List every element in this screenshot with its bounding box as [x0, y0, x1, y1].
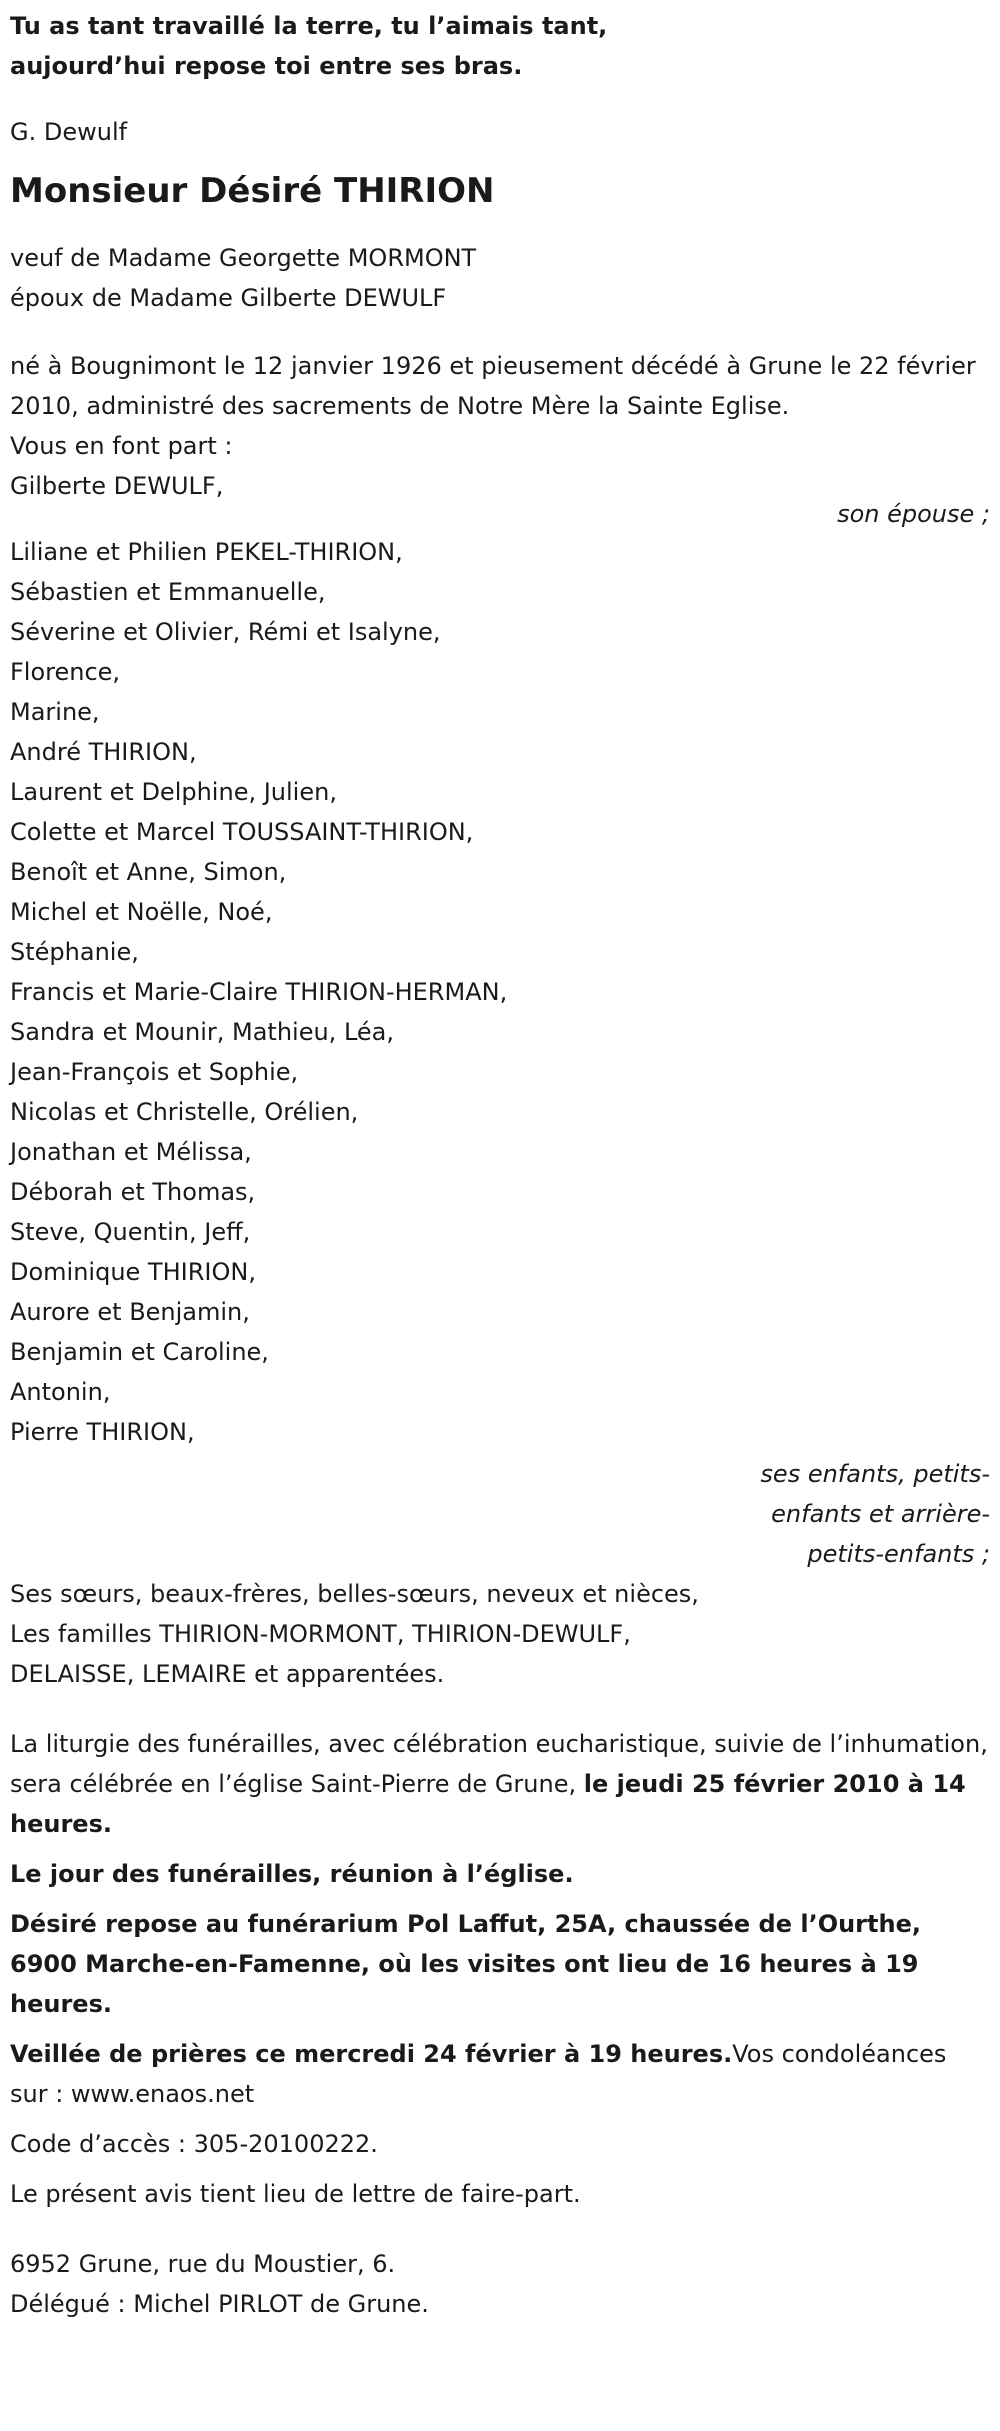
meeting-text: Le jour des funérailles, réunion à l’église. [10, 1860, 574, 1888]
family-role-line-3: petits-enfants ; [807, 1540, 990, 1568]
family-member: Benjamin et Caroline, [10, 1338, 269, 1366]
family-member: Steve, Quentin, Jeff, [10, 1218, 251, 1246]
epigraph-line-2: aujourd’hui repose toi entre ses bras. [10, 52, 523, 80]
obituary-notice [10, 0, 990, 2324]
family-list [10, 532, 990, 1452]
others-line-1: Ses sœurs, beaux-frères, belles-sœurs, neveux et nièces, [10, 1580, 699, 1608]
liturgy-paragraph [10, 1724, 990, 1844]
deceased-name: Monsieur Désiré THIRION [10, 171, 495, 211]
others-line-2: Les familles THIRION-MORMONT, THIRION-DEWULF, [10, 1620, 631, 1648]
vigil-bold: Veillée de prières ce mercredi 24 février à 19 heures. [10, 2040, 733, 2068]
family-member: Michel et Noëlle, Noé, [10, 898, 273, 926]
husband-of: époux de Madame Gilberte DEWULF [10, 284, 447, 312]
spouse-name: Gilberte DEWULF, [10, 472, 224, 500]
liturgy-text: La liturgie des funérailles, avec célébration eucharistique, suivie de l’inhumation, sera célébrée en l’église Saint-Pierre de Grune, [10, 1730, 988, 1798]
family-member: Benoît et Anne, Simon, [10, 858, 287, 886]
family-member: André THIRION, [10, 738, 197, 766]
family-role-line-2: enfants et arrière- [771, 1500, 990, 1528]
widower-of: veuf de Madame Georgette MORMONT [10, 244, 477, 272]
vigil-text: Vos condoléances sur : www.enaos.net [10, 2040, 947, 2108]
family-member: Stéphanie, [10, 938, 139, 966]
liturgy-date: le jeudi 25 février 2010 à 14 heures. [10, 1770, 966, 1838]
family-member: Sandra et Mounir, Mathieu, Léa, [10, 1018, 394, 1046]
family-member: Sébastien et Emmanuelle, [10, 578, 326, 606]
spouse-block [10, 466, 990, 530]
family-member: Séverine et Olivier, Rémi et Isalyne, [10, 618, 441, 646]
family-member: Jean-François et Sophie, [10, 1058, 299, 1086]
family-member: Antonin, [10, 1378, 111, 1406]
family-member: Liliane et Philien PEKEL-THIRION, [10, 538, 403, 566]
family-member: Colette et Marcel TOUSSAINT-THIRION, [10, 818, 474, 846]
notice-text: Le présent avis tient lieu de lettre de faire-part. [10, 2180, 581, 2208]
family-role [740, 1454, 990, 1574]
access-code: Code d’accès : 305-20100222. [10, 2130, 378, 2158]
family-member: Dominique THIRION, [10, 1258, 256, 1286]
announce-text: Vous en font part : [10, 432, 233, 460]
others-line-3: DELAISSE, LEMAIRE et apparentées. [10, 1660, 445, 1688]
address-text: 6952 Grune, rue du Moustier, 6. [10, 2250, 396, 2278]
funerarium-text: Désiré repose au funérarium Pol Laffut, 25A, chaussée de l’Ourthe, 6900 Marche-en-Famenne, où les visites ont lieu de 16 heures à 19 heures. [10, 1910, 921, 2018]
spouse-role: son épouse ; [837, 500, 990, 528]
family-member: Laurent et Delphine, Julien, [10, 778, 337, 806]
family-role-line-1: ses enfants, petits- [760, 1460, 990, 1488]
family-member: Jonathan et Mélissa, [10, 1138, 252, 1166]
family-member: Florence, [10, 658, 121, 686]
family-member: Pierre THIRION, [10, 1418, 195, 1446]
delegate-text: Délégué : Michel PIRLOT de Grune. [10, 2290, 429, 2318]
family-member: Marine, [10, 698, 100, 726]
epigraph-line-1: Tu as tant travaillé la terre, tu l’aimais tant, [10, 12, 608, 40]
family-member: Aurore et Benjamin, [10, 1298, 250, 1326]
birth-death-text: né à Bougnimont le 12 janvier 1926 et pieusement décédé à Grune le 22 février 2010, administré des sacrements de Notre Mère la Sainte Eglise. [10, 352, 976, 420]
vigil-paragraph [10, 2034, 990, 2114]
family-member: Francis et Marie-Claire THIRION-HERMAN, [10, 978, 508, 1006]
epigraph-author: G. Dewulf [10, 118, 128, 146]
family-member: Déborah et Thomas, [10, 1178, 256, 1206]
family-member: Nicolas et Christelle, Orélien, [10, 1098, 359, 1126]
